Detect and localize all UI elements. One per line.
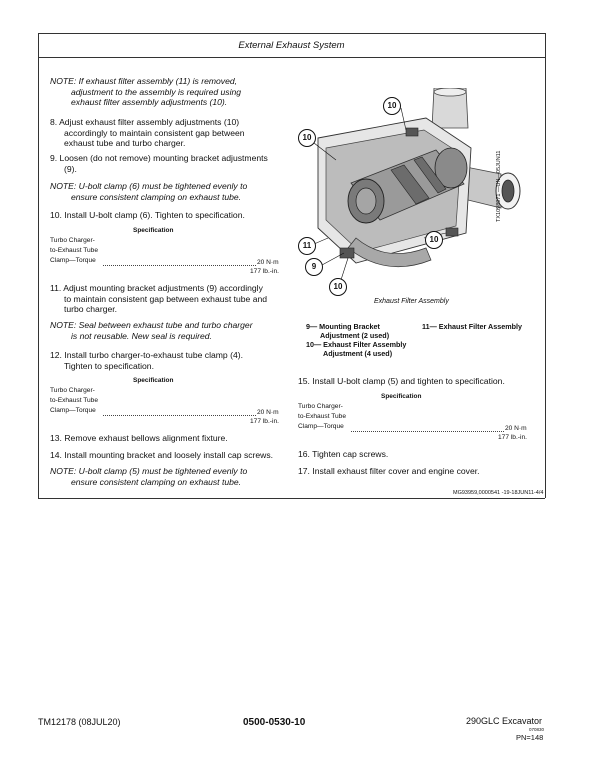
step-17: 17. Install exhaust filter cover and engine cover. bbox=[298, 466, 480, 476]
exhaust-filter-illustration bbox=[296, 88, 526, 293]
footer-model: 290GLC Excavator bbox=[466, 716, 543, 726]
section-title: External Exhaust System bbox=[238, 40, 345, 51]
spec-value-1: 20 N·m bbox=[257, 259, 279, 266]
legend-item-11: 11— Exhaust Filter Assembly bbox=[422, 322, 522, 331]
step-11: 11. Adjust mounting bracket adjustments (9) accordingly to maintain consistent gap between exhaust tube and turbo charger. bbox=[50, 283, 268, 315]
note-ubolt-5: NOTE: U-bolt clamp (5) must be tightened evenly to ensure consistent clamping on exhaust tube. bbox=[50, 466, 248, 487]
footer-small-code: 070830 bbox=[529, 727, 545, 732]
spec-value-2b: 177 lb.-in. bbox=[250, 418, 279, 425]
spec-heading-3: Specification bbox=[381, 393, 422, 400]
document-reference: MG93959,0000541 -19-18JUN11-4/4 bbox=[453, 490, 544, 496]
header-rule bbox=[38, 57, 545, 58]
step-14: 14. Install mounting bracket and loosely install cap screws. bbox=[50, 450, 274, 460]
step-8: 8. Adjust exhaust filter assembly adjustments (10) accordingly to maintain consistent gap between exhaust tube and turbo charger. bbox=[50, 117, 245, 149]
right-frame bbox=[545, 33, 546, 498]
figure-code: TX1098971 —UN—05JUN11 bbox=[496, 150, 502, 222]
callout-10-top: 10 bbox=[383, 97, 401, 115]
leader-dots-1 bbox=[103, 265, 256, 266]
left-frame bbox=[38, 33, 39, 498]
step-9: 9. Loosen (do not remove) mounting bracket adjustments (9). bbox=[50, 153, 268, 174]
spec-value-3b: 177 lb.-in. bbox=[498, 434, 527, 441]
note-filter-removed: NOTE: If exhaust filter assembly (11) is removed, adjustment to the assembly is required using exhaust filter assembly adjustments (10). bbox=[50, 76, 242, 108]
step-12: 12. Install turbo charger-to-exhaust tube clamp (4). Tighten to specification. bbox=[50, 350, 243, 371]
callout-10-left: 10 bbox=[298, 129, 316, 147]
legend-item-9: 9— Mounting Bracket Adjustment (2 used) bbox=[306, 322, 390, 340]
footer-page-number: 0500-0530-10 bbox=[243, 717, 306, 728]
spec-heading-2: Specification bbox=[133, 377, 174, 384]
step-15: 15. Install U-bolt clamp (5) and tighten to specification. bbox=[298, 376, 505, 386]
spec-value-3: 20 N·m bbox=[505, 425, 527, 432]
footer-pn: PN=148 bbox=[516, 733, 544, 742]
note-seal: NOTE: Seal between exhaust tube and turbo charger is not reusable. New seal is required. bbox=[50, 320, 253, 341]
callout-11: 11 bbox=[298, 237, 316, 255]
step-13: 13. Remove exhaust bellows alignment fixture. bbox=[50, 433, 228, 443]
bottom-rule bbox=[38, 498, 545, 499]
spec-value-1b: 177 lb.-in. bbox=[250, 268, 279, 275]
spec-item-1: Turbo Charger- to-Exhaust Tube Clamp—Torque bbox=[50, 237, 99, 264]
leader-dots-2 bbox=[103, 415, 256, 416]
step-16: 16. Tighten cap screws. bbox=[298, 449, 389, 459]
note-ubolt-6: NOTE: U-bolt clamp (6) must be tightened evenly to ensure consistent clamping on exhaust tube. bbox=[50, 181, 248, 202]
spec-value-2: 20 N·m bbox=[257, 409, 279, 416]
callout-10-right: 10 bbox=[425, 231, 443, 249]
figure-caption: Exhaust Filter Assembly bbox=[374, 298, 449, 305]
footer-tm-number: TM12178 (08JUL20) bbox=[38, 717, 121, 727]
leader-dots-3 bbox=[351, 431, 504, 432]
legend-item-10: 10— Exhaust Filter Assembly Adjustment (4 used) bbox=[306, 340, 407, 358]
callout-10-bottom: 10 bbox=[329, 278, 347, 296]
top-rule bbox=[38, 33, 545, 34]
callout-9: 9 bbox=[305, 258, 323, 276]
step-10: 10. Install U-bolt clamp (6). Tighten to specification. bbox=[50, 210, 245, 220]
spec-item-3: Turbo Charger- to-Exhaust Tube Clamp—Torque bbox=[298, 403, 347, 430]
spec-heading-1: Specification bbox=[133, 227, 174, 234]
spec-item-2: Turbo Charger- to-Exhaust Tube Clamp—Torque bbox=[50, 387, 99, 414]
